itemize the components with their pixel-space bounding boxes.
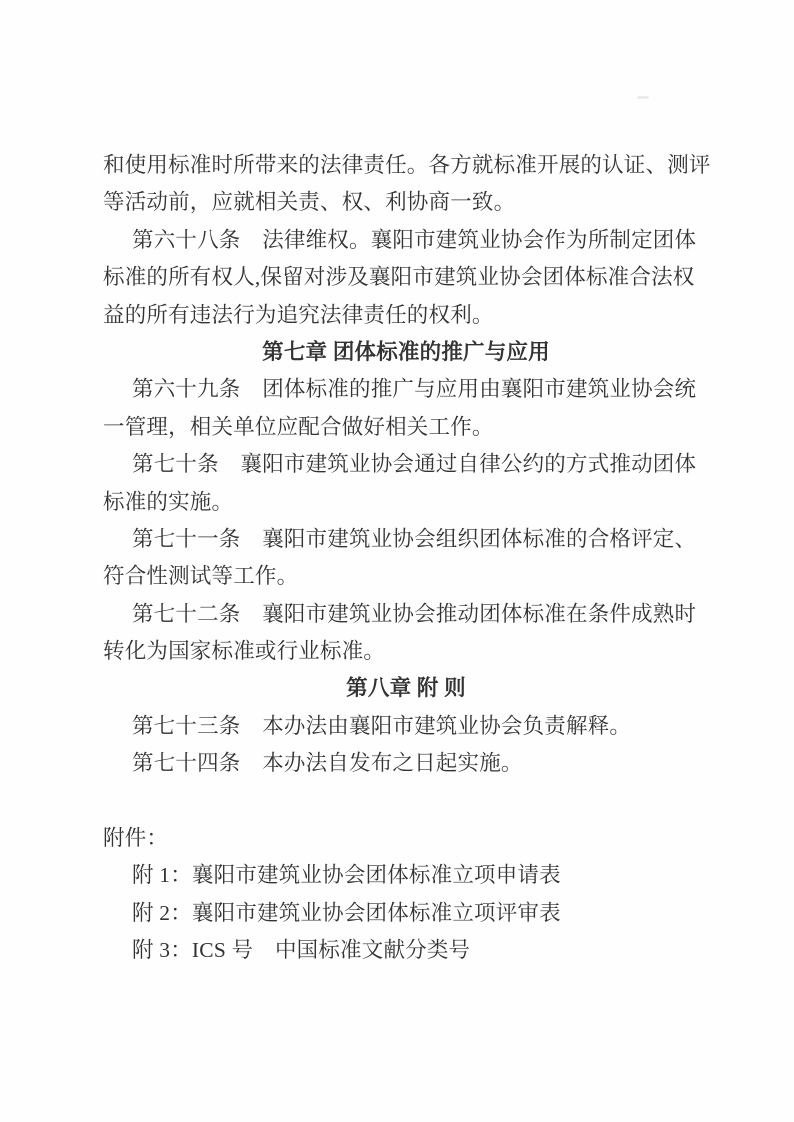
article-71-line: 第七十一条 襄阳市建筑业协会组织团体标准的合格评定、 [132,526,697,551]
paragraph-line: 符合性测试等工作。 [103,564,299,589]
paragraph-line: 一管理，相关单位应配合做好相关工作。 [103,414,494,439]
chapter-7-heading: 第七章 团体标准的推广与应用 [262,339,550,364]
document-body [103,147,709,970]
paragraph-line: 益的所有违法行为追究法律责任的权利。 [103,302,494,327]
article-69-line: 第六十九条 团体标准的推广与应用由襄阳市建筑业协会统 [132,377,697,402]
attachment-item-1: 附 1：襄阳市建筑业协会团体标准立项申请表 [132,863,561,888]
article-73-line: 第七十三条 本办法由襄阳市建筑业协会负责解释。 [132,713,632,738]
scan-artifact [637,96,649,99]
article-72-line: 第七十二条 襄阳市建筑业协会推动团体标准在条件成熟时 [132,601,697,626]
paragraph-line: 和使用标准时所带来的法律责任。各方就标准开展的认证、测评 [103,153,711,177]
chapter-8-heading: 第八章 附 则 [346,676,466,701]
article-68-line: 第六十八条 法律维权。襄阳市建筑业协会作为所制定团体 [132,227,697,252]
article-70-line: 第七十条 襄阳市建筑业协会通过自律公约的方式推动团体 [132,452,697,477]
paragraph-line: 标准的所有权人,保留对涉及襄阳市建筑业协会团体标准合法权 [103,265,695,290]
attachments-label: 附件： [103,826,169,851]
paragraph-line: 转化为国家标准或行业标准。 [103,639,386,664]
blank-line [103,783,709,820]
article-74-line: 第七十四条 本办法自发布之日起实施。 [132,751,523,776]
paragraph-line: 等活动前，应就相关责、权、利协商一致。 [103,190,516,215]
paragraph-line: 标准的实施。 [103,489,234,514]
attachment-item-3: 附 3：ICS 号 中国标准文献分类号 [132,938,471,963]
attachment-item-2: 附 2：襄阳市建筑业协会团体标准立项评审表 [132,900,561,925]
